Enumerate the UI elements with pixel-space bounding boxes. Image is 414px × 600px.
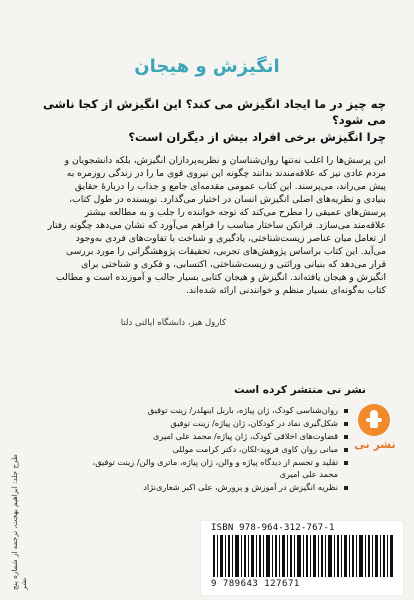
published-item: مبانی روان کاوی فروید-لکان، دکتر کرامت موللی bbox=[88, 443, 348, 455]
published-item: روان‌شناسی کودک، ژان پیاژه، باربل اینهلدر/ زینت توفیق bbox=[88, 404, 348, 416]
description-line: پیش می‌راند، می‌پرسند. این کتاب عمومی مقدمه‌ای جامع و جذاب را درباره‌ٔ حقایق bbox=[74, 181, 386, 192]
description-line: مردم عادی نیز که علاقه‌مندند بدانند چگونه این نیروی قوی ما را در زندگی روزمره به bbox=[66, 168, 386, 179]
isbn-barcode-box bbox=[200, 520, 404, 596]
isbn-label: ISBN 978-964-312-767-1 bbox=[211, 523, 335, 533]
published-item: تقلید و تجسم از دیدگاه پیاژه و والن، ژان پیاژه، ماتری والن/ زینت توفیق، محمد علی امیری bbox=[88, 456, 348, 480]
description-line: این پرسش‌ها را اغلب نه‌تنها روان‌شناسان و نظریه‌پردازان انگیزش، بلکه دانشجویان و bbox=[64, 155, 386, 166]
published-item: نظریه انگیزش در آموزش و پرورش، علی اکبر شعاری‌نژاد bbox=[88, 481, 348, 493]
published-item: شکل‌گیری نماد در کودکان، ژان پیاژه/ زینت توفیق bbox=[88, 417, 348, 429]
description bbox=[26, 154, 386, 297]
description-line: می‌آید. این کتاب براساس پژوهش‌های تجربی، تحقیقات پژوهشگرانی را مورد بررسی bbox=[65, 246, 386, 257]
description-line: قرار می‌دهد که بنیانی وراثتی و زیست‌شناختی، اکتسابی، و فکری و شناختی برای bbox=[81, 259, 386, 270]
description-line: علاقه‌مند می‌سازد. فرانکن ساختار مناسب را فراهم می‌آورد که نشان می‌دهد چگونه رفتار bbox=[47, 220, 386, 231]
published-heading: نشر نی منتشر کرده است bbox=[234, 384, 366, 396]
cover-title: انگیزش و هیجان bbox=[134, 56, 280, 77]
logo-name: نشر نی bbox=[354, 438, 396, 451]
questions bbox=[26, 96, 386, 146]
description-line: بنیادی و نظریه‌های اصلی انگیزش انسان در اختیار می‌گذارد. نویسنده در طول کتاب، bbox=[69, 194, 386, 205]
published-item: قضاوت‌های اخلاقی کودک، ژان پیاژه/ محمد علی امیری bbox=[88, 430, 348, 442]
barcode-number: 9 789643 127671 bbox=[211, 579, 300, 589]
logo-flame-base bbox=[366, 418, 382, 422]
publisher-logo bbox=[354, 404, 396, 456]
review-signature: کارول هیز، دانشگاه ایالتی دلتا bbox=[120, 318, 226, 328]
description-line: از تعامل میان عناصر زیست‌شناختی، یادگیری و شناخت با تفاوت‌های فردی به‌وجود bbox=[75, 233, 386, 244]
description-line: پرسش‌های عمیقی را مطرح می‌کند که توجه خواننده را جلب و به مطالعه بیشتر bbox=[84, 207, 386, 218]
barcode-icon bbox=[211, 535, 395, 577]
question-line: چرا انگیزش برخی افراد بیش از دیگران است؟ bbox=[128, 130, 386, 144]
question-line: چه چیز در ما ایجاد انگیزش می کند؟ این انگیزش از کجا ناشی می شود؟ bbox=[43, 97, 386, 127]
published-list bbox=[88, 404, 348, 494]
side-credit: طرح جلد: ابراهیم بهجت، ترجمه از شماره پنج نشر bbox=[10, 454, 28, 590]
description-line: کتاب به‌گونه‌ای بسیار منظم و خوانندنی ارائه شده‌اند. bbox=[186, 285, 386, 296]
description-line: انگیزش و هیجان یافته‌اند. انگیزش و هیجان کتابی بسیار جالب و آموزنده است و مطالب bbox=[55, 272, 386, 283]
